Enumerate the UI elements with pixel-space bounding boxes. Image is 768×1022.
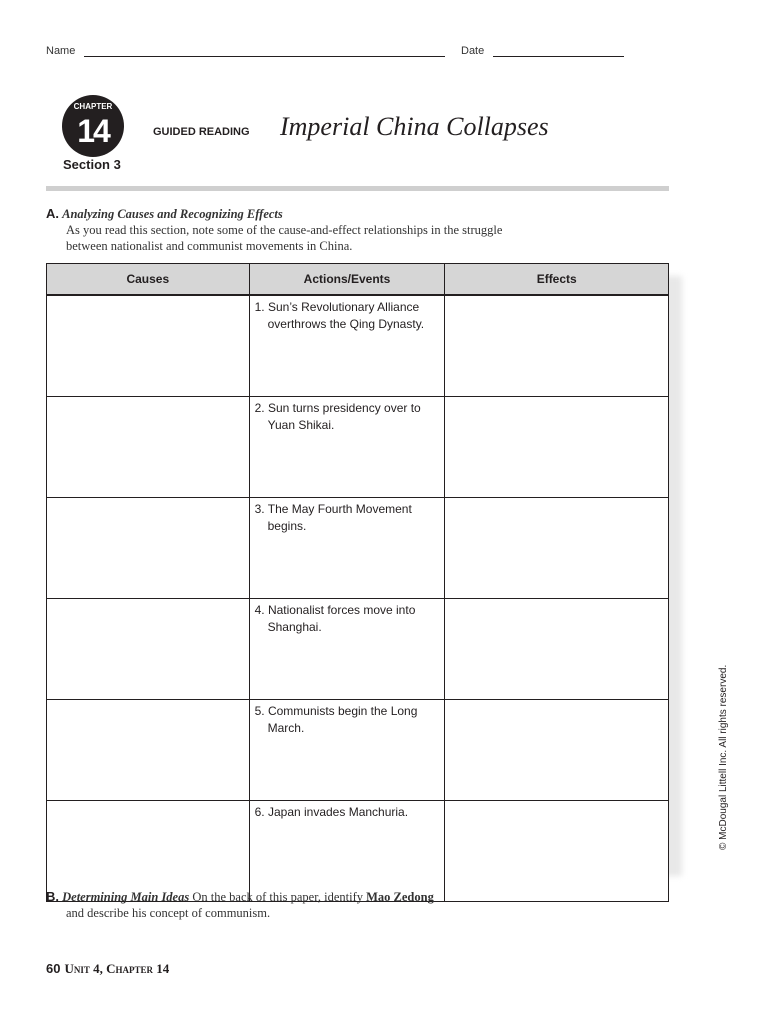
effect-cell[interactable] xyxy=(445,498,669,599)
section-label: Section 3 xyxy=(63,157,121,172)
part-a-instructions xyxy=(46,206,546,254)
table-row xyxy=(47,700,669,801)
chapter-badge xyxy=(62,95,124,157)
copyright-notice: © McDougal Littell Inc. All rights reserved. xyxy=(718,664,729,850)
column-header-actions: Actions/Events xyxy=(249,264,445,296)
table-header-row xyxy=(47,264,669,296)
event-cell: 3. The May Fourth Movement begins. xyxy=(249,498,445,599)
cause-cell[interactable] xyxy=(47,700,250,801)
date-label: Date xyxy=(461,45,485,57)
page-title: Imperial China Collapses xyxy=(280,112,549,141)
effect-cell[interactable] xyxy=(445,801,669,902)
part-a-letter: A. xyxy=(46,206,59,221)
event-cell: 6. Japan invades Manchuria. xyxy=(249,801,445,902)
name-label: Name xyxy=(46,45,76,57)
name-field[interactable] xyxy=(84,56,445,57)
part-b-heading: Determining Main Ideas xyxy=(62,890,190,904)
column-header-causes: Causes xyxy=(47,264,250,296)
divider xyxy=(46,186,669,191)
part-b-term: Mao Zedong xyxy=(366,890,434,904)
part-b-body-post: and describe his concept of communism. xyxy=(66,906,271,920)
page-footer xyxy=(46,961,169,977)
event-cell: 4. Nationalist forces move into Shanghai. xyxy=(249,599,445,700)
event-cell: 2. Sun turns presidency over to Yuan Shikai. xyxy=(249,397,445,498)
part-b-letter: B. xyxy=(46,889,59,904)
cause-cell[interactable] xyxy=(47,295,250,397)
guided-reading-kicker: GUIDED READING xyxy=(153,126,250,138)
part-a-heading: Analyzing Causes and Recognizing Effects xyxy=(62,207,283,221)
event-cell: 1. Sun’s Revolutionary Alliance overthrows the Qing Dynasty. xyxy=(249,295,445,397)
unit-chapter-label: Unit 4, Chapter 14 xyxy=(64,961,170,976)
table-row xyxy=(47,498,669,599)
effect-cell[interactable] xyxy=(445,295,669,397)
table-row xyxy=(47,397,669,498)
chapter-label: CHAPTER xyxy=(73,102,113,111)
chapter-number: 14 xyxy=(77,113,109,149)
cause-cell[interactable] xyxy=(47,498,250,599)
effect-cell[interactable] xyxy=(445,397,669,498)
part-b-body-pre: On the back of this paper, identify xyxy=(192,890,363,904)
effect-cell[interactable] xyxy=(445,700,669,801)
cause-cell[interactable] xyxy=(47,599,250,700)
cause-effect-table xyxy=(46,263,669,902)
cause-cell[interactable] xyxy=(47,397,250,498)
table-row xyxy=(47,295,669,397)
date-field[interactable] xyxy=(493,56,624,57)
column-header-effects: Effects xyxy=(445,264,669,296)
effect-cell[interactable] xyxy=(445,599,669,700)
table-row xyxy=(47,599,669,700)
cause-cell[interactable] xyxy=(47,801,250,902)
page-number: 60 xyxy=(46,961,61,976)
table-row xyxy=(47,801,669,902)
part-a-body: As you read this section, note some of the cause-and-effect relationships in the struggle between nationalist and communist movements in China. xyxy=(66,223,503,253)
part-b-instructions xyxy=(46,889,606,921)
event-cell: 5. Communists begin the Long March. xyxy=(249,700,445,801)
